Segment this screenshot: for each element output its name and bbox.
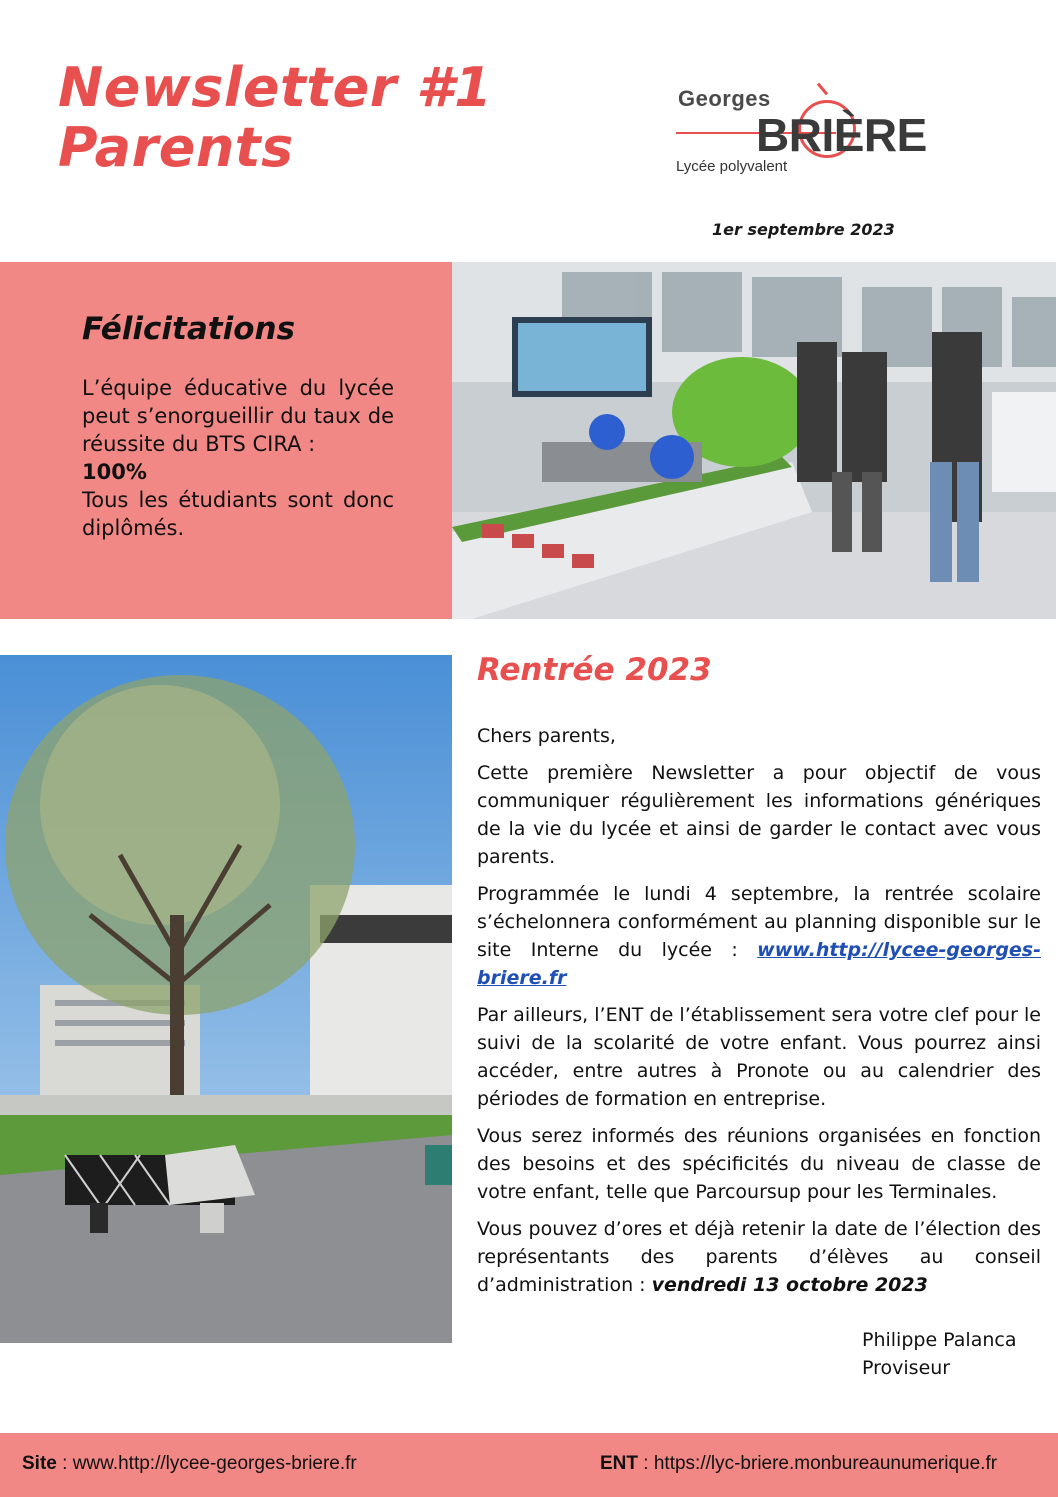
lab-photo: [452, 262, 1056, 619]
lab-photo-illustration: [452, 262, 1056, 619]
signature-role: Proviseur: [862, 1357, 951, 1379]
logo-accent-mark: [817, 83, 828, 96]
footer-bar: [0, 1433, 1058, 1497]
rentree-title: Rentrée 2023: [477, 652, 712, 688]
logo-first-name: Georges: [678, 86, 771, 111]
paragraph-intro: Cette première Newsletter a pour objectif de vous communiquer régulièrement les informations génériques de la vie du lycée et ainsi de garder le contact avec vous parents.: [477, 762, 1041, 868]
footer-ent-label: ENT: [600, 1453, 638, 1474]
election-date: vendredi 13 octobre 2023: [651, 1274, 928, 1296]
paragraph-rentree: [477, 880, 1041, 992]
paragraph-rentree-text: Programmée le lundi 4 septembre, la rentrée scolaire s’échelonnera conformément au planning disponible sur le site Interne du lycée :: [477, 883, 1041, 961]
footer-site-label: Site: [22, 1453, 57, 1474]
paragraph-meetings: Vous serez informés des réunions organisées en fonction des besoins et des spécificités du niveau de classe de votre enfant, telle que Parcoursup pour les Terminales.: [477, 1125, 1041, 1203]
title-line-2: Parents: [58, 116, 294, 179]
paragraph-election: [477, 1215, 1041, 1299]
logo-subtitle: Lycée polyvalent: [676, 158, 788, 175]
greeting: Chers parents,: [477, 725, 616, 747]
footer-site: Site : www.http://lycee-georges-briere.fr: [22, 1453, 357, 1474]
issue-date: 1er septembre 2023: [712, 220, 895, 239]
title-line-1: Newsletter #1: [58, 56, 493, 119]
schoolyard-photo-illustration: [0, 655, 452, 1343]
school-logo: [676, 80, 946, 180]
signature-name: Philippe Palanca: [862, 1329, 1017, 1351]
congratulations-title: Félicitations: [82, 311, 296, 347]
rentree-body: [477, 722, 1041, 1308]
paragraph-election-text: Vous pouvez d’ores et déjà retenir la date de l’élection des représentants des parents d’élèves au conseil d’administration :: [477, 1218, 1041, 1296]
logo-last-name: BRIÈRE: [756, 109, 927, 161]
footer-ent: ENT : https://lyc-briere.monbureaunumerique.fr: [600, 1453, 998, 1474]
congratulations-text: [82, 374, 394, 542]
newsletter-title: [58, 58, 492, 178]
paragraph-ent: Par ailleurs, l’ENT de l’établissement sera votre clef pour le suivi de la scolarité de votre enfant. Vous pourrez ainsi accéder, entre autres à Pronote ou au calendrier des périodes de formation en entreprise.: [477, 1004, 1041, 1110]
congratulations-body-2: Tous les étudiants sont donc diplômés.: [82, 488, 394, 540]
signature: [862, 1326, 1017, 1382]
schoolyard-photo: [0, 655, 452, 1343]
success-rate: 100%: [82, 460, 147, 484]
school-site-link[interactable]: www.http://lycee-georges-briere.fr: [477, 939, 1041, 989]
footer-site-url[interactable]: www.http://lycee-georges-briere.fr: [72, 1453, 357, 1474]
congratulations-body: L’équipe éducative du lycée peut s’enorgueillir du taux de réussite du BTS CIRA :: [82, 376, 394, 456]
footer-ent-url[interactable]: https://lyc-briere.monbureaunumerique.fr: [653, 1453, 998, 1474]
